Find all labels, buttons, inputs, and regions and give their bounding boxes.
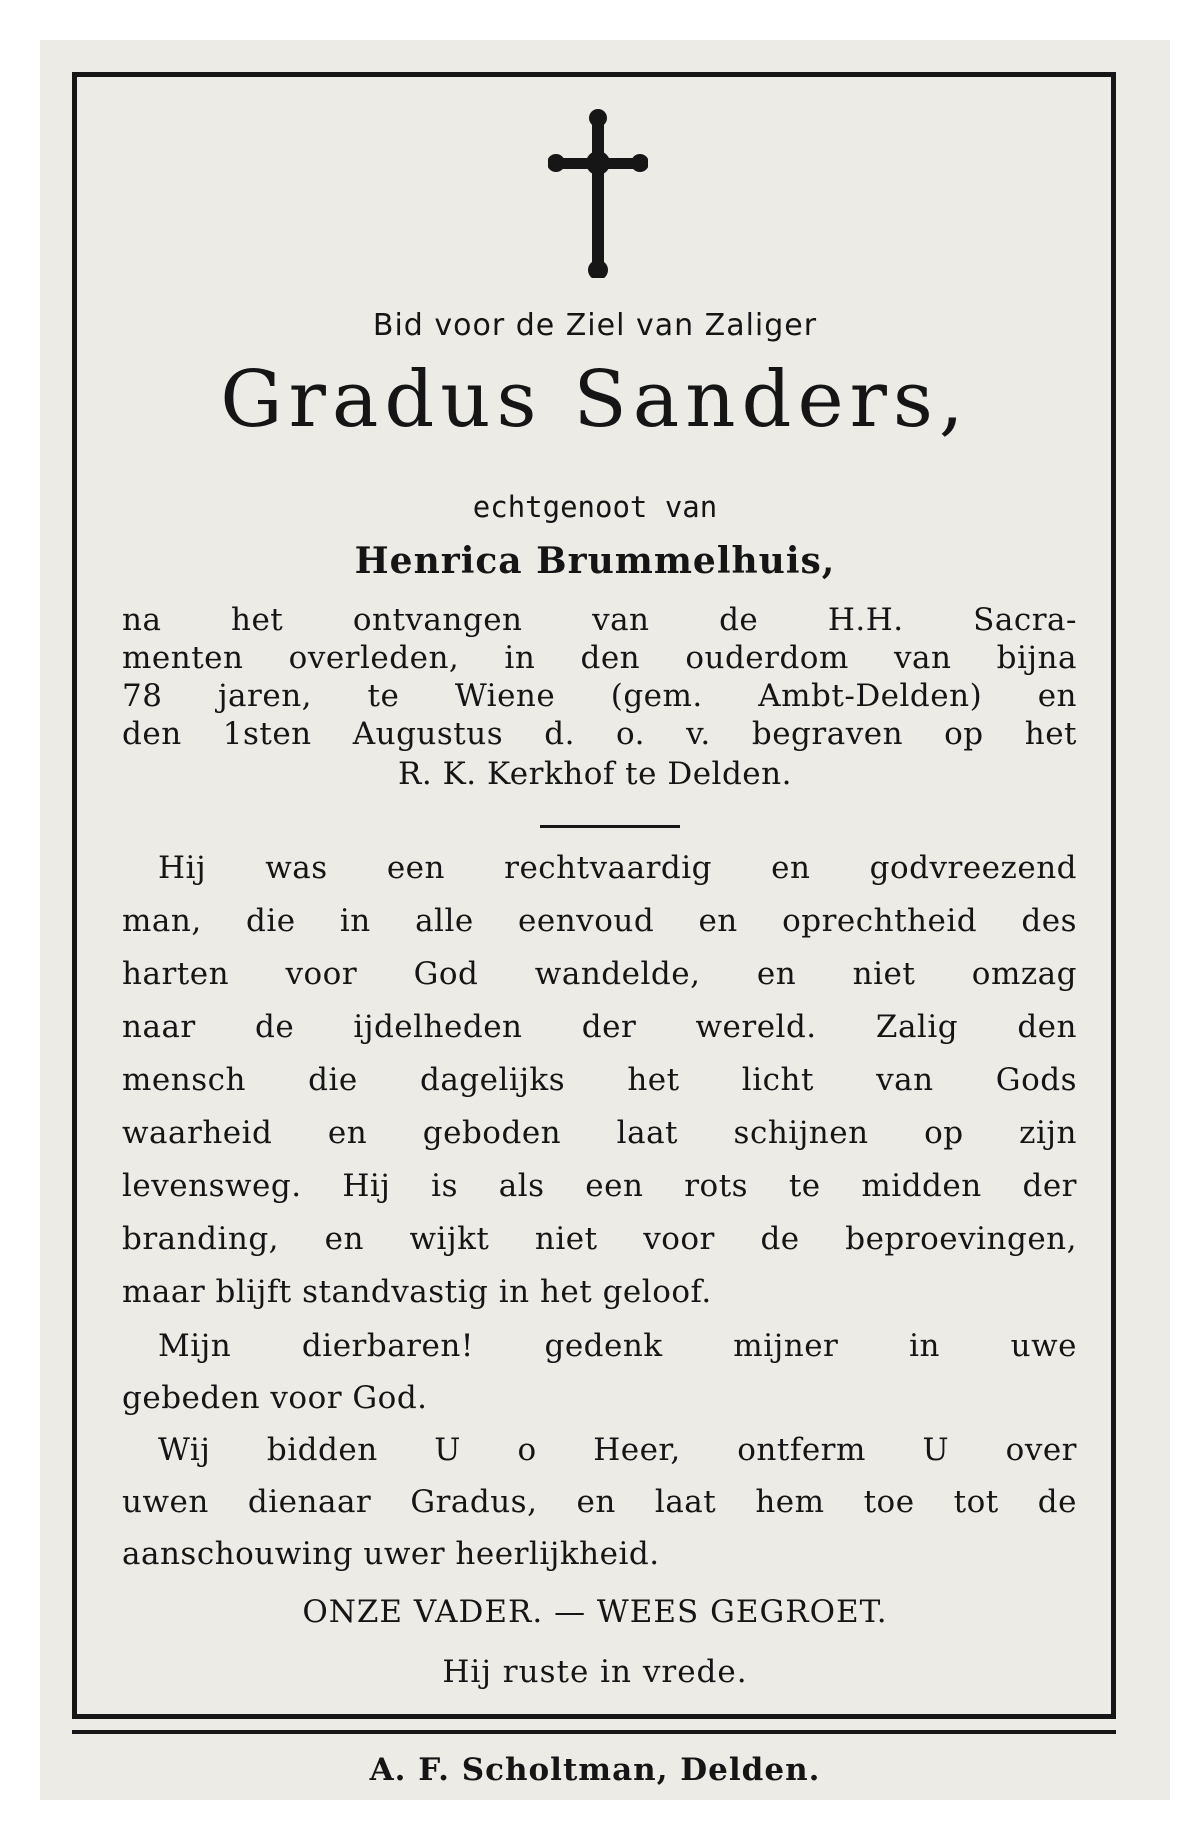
announcement-line: menten overleden, in den ouderdom van bijna xyxy=(122,640,1077,676)
prayer-line: Wij bidden U o Heer, ontferm U over xyxy=(158,1432,1077,1468)
body-line: man, die in alle eenvoud en oprechtheid des xyxy=(122,903,1077,939)
spouse-name: Henrica Brummelhuis, xyxy=(354,540,836,582)
body-line: waarheid en geboden laat schijnen op zijn xyxy=(122,1115,1077,1151)
prayer-line: uwen dienaar Gradus, en laat hem toe tot de xyxy=(122,1484,1077,1520)
body-line: levensweg. Hij is als een rots te midden der xyxy=(122,1168,1077,1204)
deceased-name: Gradus Sanders, xyxy=(220,355,970,445)
closing-prayers: ONZE VADER. — WEES GEGROET. xyxy=(302,1594,888,1630)
card-header: Bid voor de Ziel van Zaliger xyxy=(372,308,818,343)
request-line: Mijn dierbaren! gedenk mijner in uwe xyxy=(158,1328,1077,1364)
body-line: Hij was een rechtvaardig en godvreezend xyxy=(158,850,1077,886)
prayer-line: aanschouwing uwer heerlijkheid. xyxy=(122,1536,660,1572)
cross-icon xyxy=(548,108,648,278)
body-line: branding, en wijkt niet voor de beproevingen, xyxy=(122,1221,1077,1257)
section-divider xyxy=(540,825,680,828)
announcement-line: R. K. Kerkhof te Delden. xyxy=(398,756,792,792)
bottom-rule xyxy=(72,1730,1116,1734)
printer-credit: A. F. Scholtman, Delden. xyxy=(369,1752,821,1788)
body-line: mensch die dagelijks het licht van Gods xyxy=(122,1062,1077,1098)
request-line: gebeden voor God. xyxy=(122,1380,428,1416)
body-line: maar blijft standvastig in het geloof. xyxy=(122,1274,712,1310)
closing-rest: Hij ruste in vrede. xyxy=(442,1654,748,1690)
body-line: naar de ijdelheden der wereld. Zalig den xyxy=(122,1009,1077,1045)
spouse-intro: echtgenoot van xyxy=(472,490,718,524)
announcement-line: den 1sten Augustus d. o. v. begraven op het xyxy=(122,716,1077,752)
announcement-line: na het ontvangen van de H.H. Sacra- xyxy=(122,602,1077,638)
announcement-line: 78 jaren, te Wiene (gem. Ambt-Delden) en xyxy=(122,678,1077,714)
body-line: harten voor God wandelde, en niet omzag xyxy=(122,956,1077,992)
